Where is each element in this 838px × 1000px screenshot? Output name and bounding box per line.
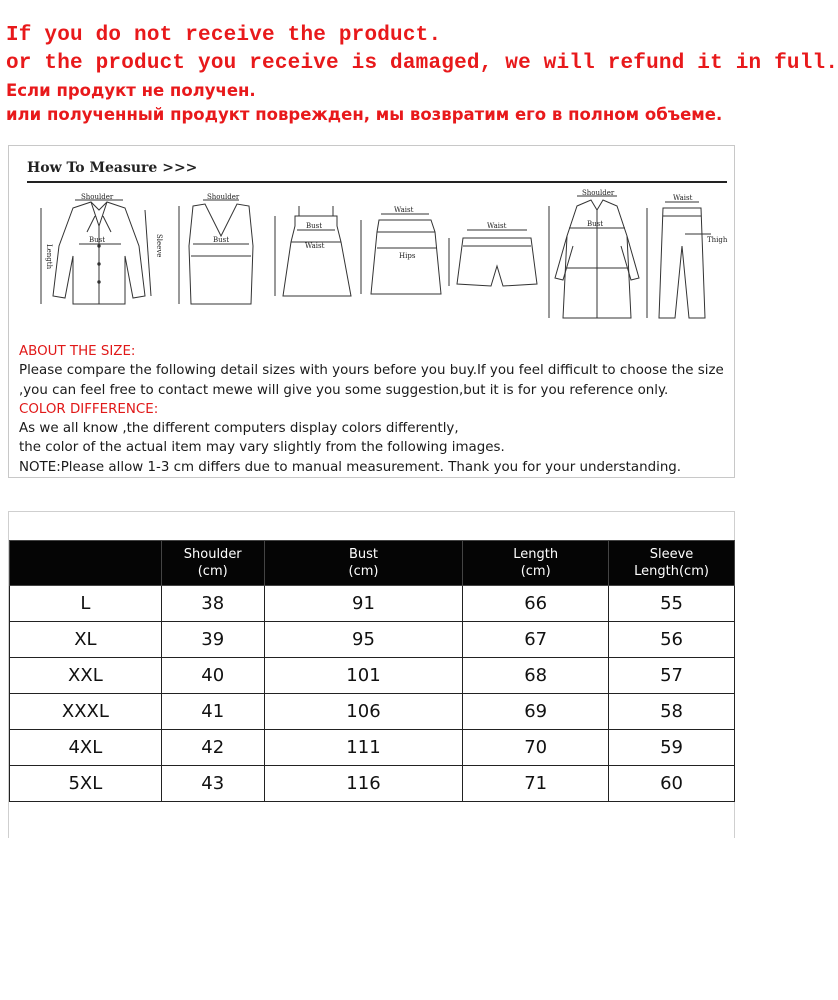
table-row <box>10 622 735 658</box>
label-bust-2: Bust <box>213 236 230 244</box>
vest-diagram <box>179 193 253 304</box>
label-waist-3: Waist <box>305 242 325 250</box>
dress-diagram <box>275 206 351 296</box>
cell-sleeve: 57 <box>609 658 735 694</box>
cell-sleeve: 55 <box>609 586 735 622</box>
skirt-diagram <box>361 206 441 294</box>
header-bust: Bust (cm) <box>264 541 463 586</box>
blouse-diagram <box>41 193 163 304</box>
cell-shoulder: 40 <box>161 658 264 694</box>
cell-bust: 101 <box>264 658 463 694</box>
how-to-measure-panel <box>8 145 735 478</box>
cell-size: 5XL <box>10 766 162 802</box>
label-hips-4: Hips <box>399 252 416 260</box>
label-sleeve: Sleeve <box>155 234 163 258</box>
size-chart-table <box>9 540 735 802</box>
header-length: Length (cm) <box>463 541 609 586</box>
shorts-diagram <box>449 222 537 286</box>
label-shoulder-6: Shoulder <box>582 189 615 197</box>
table-row <box>10 766 735 802</box>
header-sleeve-length: Sleeve Length(cm) <box>609 541 735 586</box>
about-size-line-2: ,you can feel free to contact mewe will give you some suggestion,but it is for you reference only. <box>19 382 669 398</box>
label-waist-4: Waist <box>394 206 414 214</box>
table-row <box>10 730 735 766</box>
cell-size: XXXL <box>10 694 162 730</box>
cell-length: 68 <box>463 658 609 694</box>
cell-size: XL <box>10 622 162 658</box>
size-chart-header-row <box>10 541 735 586</box>
cell-bust: 91 <box>264 586 463 622</box>
coat-diagram <box>549 189 639 318</box>
label-bust-3: Bust <box>306 222 323 230</box>
header-size <box>10 541 162 586</box>
trousers-diagram <box>647 194 728 318</box>
cell-shoulder: 39 <box>161 622 264 658</box>
table-row <box>10 694 735 730</box>
color-difference-line-1: As we all know ,the different computers display colors differently, <box>19 421 459 437</box>
banner-line-2: or the product you receive is damaged, we will refund it in full. <box>6 52 838 75</box>
cell-length: 67 <box>463 622 609 658</box>
cell-bust: 106 <box>264 694 463 730</box>
cell-shoulder: 42 <box>161 730 264 766</box>
measurement-note: NOTE:Please allow 1-3 cm differs due to manual measurement. Thank you for your understanding. <box>19 459 682 475</box>
cell-shoulder: 41 <box>161 694 264 730</box>
how-to-measure-heading: How To Measure >>> <box>27 160 198 176</box>
cell-bust: 95 <box>264 622 463 658</box>
label-shoulder-2: Shoulder <box>207 193 240 201</box>
cell-length: 71 <box>463 766 609 802</box>
cell-sleeve: 58 <box>609 694 735 730</box>
table-row <box>10 586 735 622</box>
color-difference-line-2: the color of the actual item may vary slightly from the following images. <box>19 440 505 456</box>
label-waist-7: Waist <box>673 194 693 202</box>
label-bust: Bust <box>89 236 106 244</box>
label-thigh-7: Thigh <box>707 236 728 244</box>
cell-shoulder: 38 <box>161 586 264 622</box>
cell-size: 4XL <box>10 730 162 766</box>
cell-sleeve: 60 <box>609 766 735 802</box>
color-difference-title: COLOR DIFFERENCE: <box>19 401 159 417</box>
cell-length: 70 <box>463 730 609 766</box>
header-shoulder: Shoulder (cm) <box>161 541 264 586</box>
cell-bust: 111 <box>264 730 463 766</box>
size-chart-panel <box>8 511 735 838</box>
cell-shoulder: 43 <box>161 766 264 802</box>
refund-banner <box>0 0 838 135</box>
banner-line-3: Если продукт не получен. <box>6 81 256 100</box>
about-size-title: ABOUT THE SIZE: <box>19 344 136 359</box>
label-bust-6: Bust <box>587 220 604 228</box>
label-length: Length <box>45 244 53 270</box>
cell-length: 69 <box>463 694 609 730</box>
banner-line-4: или полученный продукт поврежден, мы возвратим его в полном объеме. <box>6 105 723 124</box>
banner-line-1: If you do not receive the product. <box>6 24 442 47</box>
cell-size: XXL <box>10 658 162 694</box>
size-notes <box>19 342 731 477</box>
measurement-diagrams <box>21 186 731 336</box>
table-row <box>10 658 735 694</box>
cell-sleeve: 59 <box>609 730 735 766</box>
cell-length: 66 <box>463 586 609 622</box>
cell-bust: 116 <box>264 766 463 802</box>
cell-size: L <box>10 586 162 622</box>
about-size-line-1: Please compare the following detail sizes with yours before you buy.If you feel difficult to choose the size <box>19 363 724 379</box>
cell-sleeve: 56 <box>609 622 735 658</box>
heading-divider <box>27 181 727 183</box>
label-shoulder: Shoulder <box>81 193 114 201</box>
label-waist-5: Waist <box>487 222 507 230</box>
